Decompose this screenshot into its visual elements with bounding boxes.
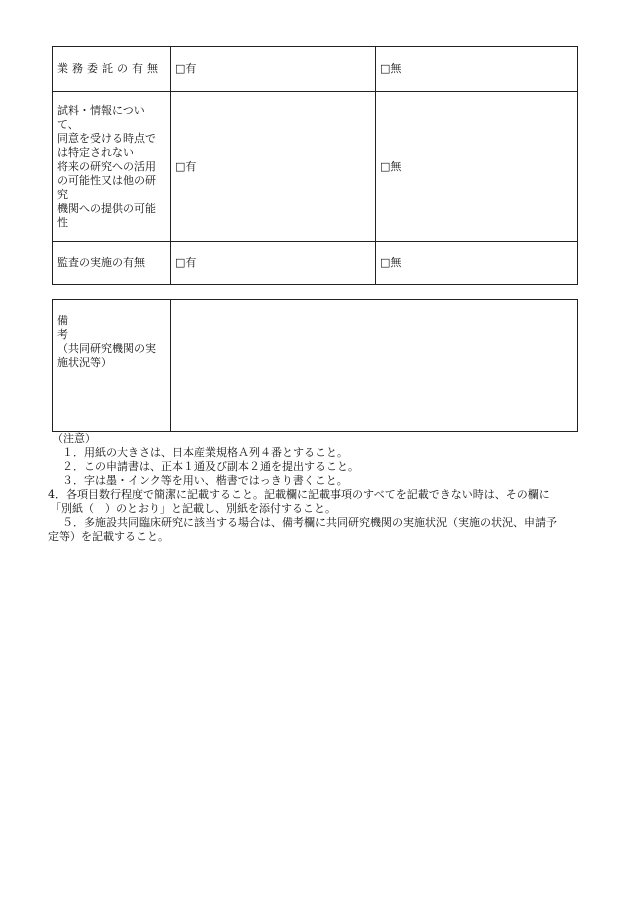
table-row <box>53 242 578 285</box>
remarks-field[interactable] <box>171 300 578 432</box>
notes-heading: （注意） <box>52 432 96 445</box>
application-form-table <box>52 46 578 285</box>
remarks-label: 備 考 （共同研究機関の実 施状況等） <box>53 300 171 432</box>
note-line: 定等）を記載すること。 <box>48 530 169 543</box>
row-label-audit: 監査の実施の有無 <box>53 242 171 285</box>
option-yes-outsourcing[interactable]: □有 <box>171 47 376 92</box>
option-yes-future-use[interactable]: □有 <box>171 92 376 242</box>
option-yes-audit[interactable]: □有 <box>171 242 376 285</box>
option-no-audit[interactable]: □無 <box>376 242 578 285</box>
note-line: 4．各項目数行程度で簡潔に記載すること。記載欄に記載事項のすべてを記載できない時は、その欄に <box>48 488 550 501</box>
table-row <box>53 300 578 432</box>
option-no-outsourcing[interactable]: □無 <box>376 47 578 92</box>
notes-section <box>48 432 586 544</box>
note-line: ３．字は墨・インク等を用い、楷書ではっきり書くこと。 <box>62 474 348 487</box>
note-line: ２．この申請書は、正本１通及び副本２通を提出すること。 <box>62 460 359 473</box>
table-row <box>53 92 578 242</box>
table-row <box>53 47 578 92</box>
row-label-future-use: 試料・情報について、 同意を受ける時点で は特定されない 将来の研究への活用 の可能性又は他の研 究 機関への提供の可能 性 <box>53 92 171 242</box>
note-line: １．用紙の大きさは、日本産業規格Ａ列４番とすること。 <box>62 446 348 459</box>
note-line: 「別紙（ ）のとおり」と記載し、別紙を添付すること。 <box>50 502 336 515</box>
option-no-future-use[interactable]: □無 <box>376 92 578 242</box>
remarks-table <box>52 299 578 432</box>
row-label-outsourcing: 業務委託の有無 <box>53 47 171 92</box>
note-line: ５．多施設共同臨床研究に該当する場合は、備考欄に共同研究機関の実施状況（実施の状況、申請予 <box>62 516 557 529</box>
